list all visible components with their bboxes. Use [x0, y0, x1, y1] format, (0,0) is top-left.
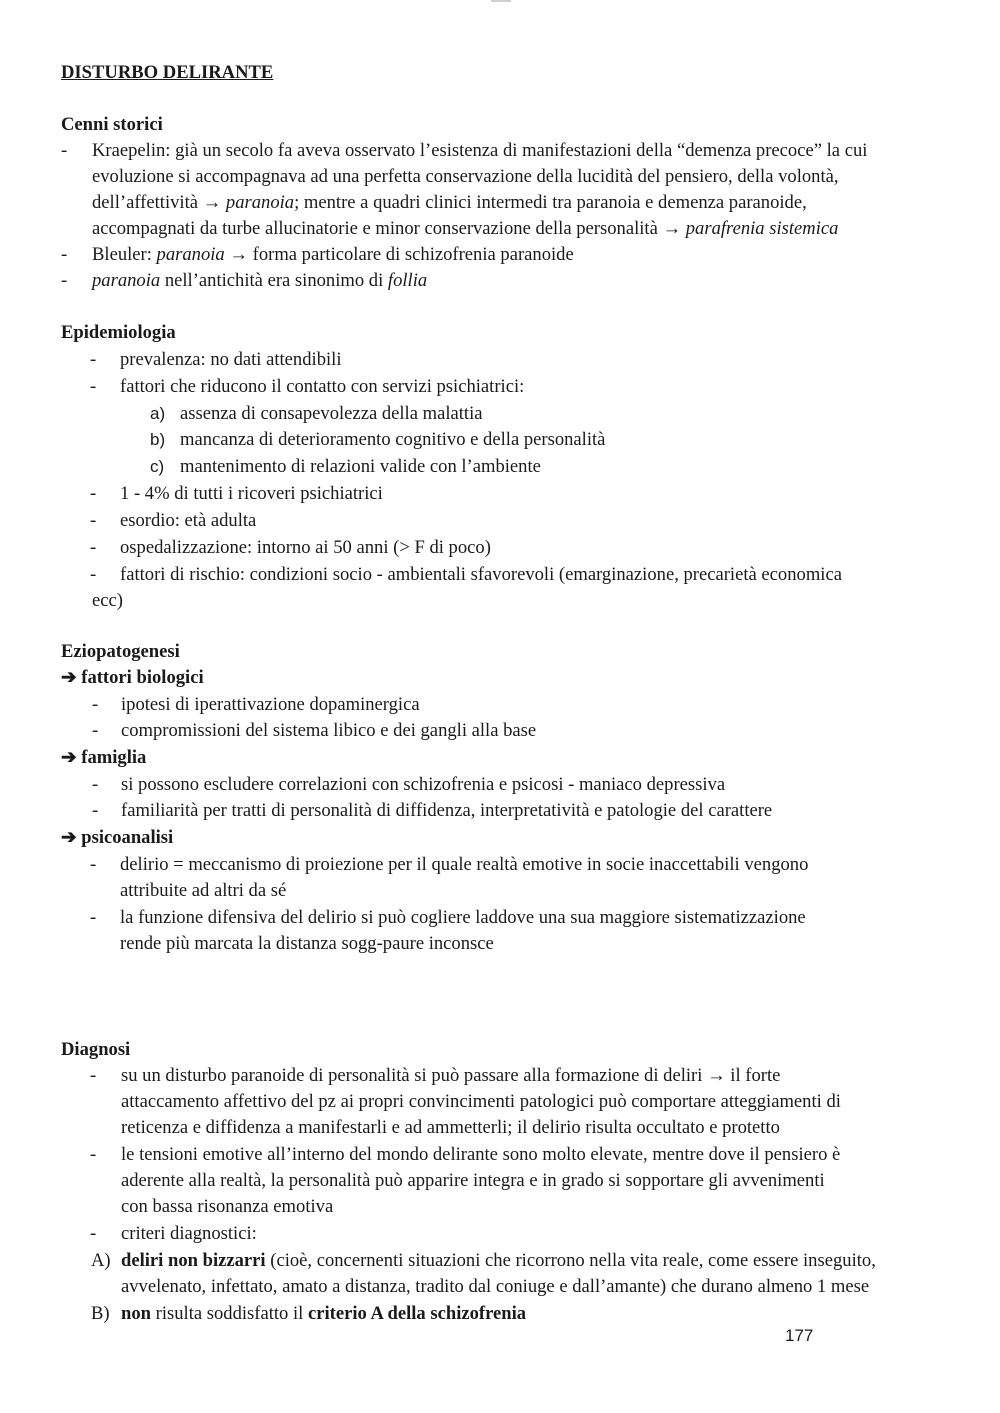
header-mark: [491, 0, 511, 2]
psy-item-line: rende più marcata la distanza sogg-paure inconsce: [120, 933, 494, 954]
bullet-dash: -: [90, 483, 97, 504]
epi-item: prevalenza: no dati attendibili: [120, 349, 342, 370]
bullet-dash: -: [90, 854, 97, 875]
diag-item-line: criteri diagnostici:: [121, 1223, 257, 1244]
sub-marker: b): [150, 430, 166, 449]
bullet-dash: -: [90, 1223, 97, 1244]
psy-item-line: la funzione difensiva del delirio si può cogliere laddove una sua maggiore sistematizzazione: [120, 907, 806, 928]
bullet-dash: -: [92, 694, 99, 715]
bio-item: ipotesi di iperattivazione dopaminergica: [121, 694, 420, 715]
epi-item: 1 - 4% di tutti i ricoveri psichiatrici: [120, 483, 383, 504]
psy-item-line: attribuite ad altri da sé: [120, 880, 287, 901]
document-title: DISTURBO DELIRANTE: [61, 62, 274, 83]
bullet-dash: -: [92, 774, 99, 795]
diag-item-line: su un disturbo paranoide di personalità si può passare alla formazione di deliri → il forte: [121, 1065, 781, 1086]
psy-item-line: delirio = meccanismo di proiezione per il quale realtà emotive in socie inaccettabili vengono: [120, 854, 809, 875]
bullet-dash: -: [90, 564, 97, 585]
kraepelin-line-2: evoluzione si accompagnava ad una perfetta conservazione della lucidità del pensiero, della volontà,: [92, 166, 839, 187]
diag-item-line: le tensioni emotive all’interno del mondo delirante sono molto elevate, mentre dove il pensiero è: [121, 1144, 841, 1165]
epi-item: ospedalizzazione: intorno ai 50 anni (> F di poco): [120, 537, 491, 558]
bullet-dash: -: [90, 349, 97, 370]
bullet-dash: -: [90, 510, 97, 531]
kraepelin-line-3: dell’affettività → paranoia; mentre a quadri clinici intermedi tra paranoia e demenza paranoide,: [92, 192, 807, 213]
bullet-dash: -: [61, 244, 68, 265]
arrow-icon: →: [229, 244, 248, 265]
criterion-marker: B): [91, 1303, 110, 1324]
kraepelin-line-1: Kraepelin: già un secolo fa aveva osservato l’esistenza di manifestazioni della “demenza precoce” la cui: [92, 140, 868, 161]
diag-item-line: con bassa risonanza emotiva: [121, 1196, 334, 1217]
section-heading-eziopatogenesi: Eziopatogenesi: [61, 641, 180, 662]
bullet-dash: -: [92, 720, 99, 741]
bullet-dash: -: [90, 1065, 97, 1086]
fam-item: familiarità per tratti di personalità di diffidenza, interpretatività e patologie del carattere: [121, 800, 773, 821]
subheading-psicoanalisi: ➔ psicoanalisi: [61, 827, 174, 848]
bleuler-line: Bleuler: paranoia → forma particolare di schizofrenia paranoide: [92, 244, 574, 265]
bullet-dash: -: [92, 800, 99, 821]
subheading-fattori-biologici: ➔ fattori biologici: [61, 667, 204, 688]
bullet-dash: -: [61, 140, 68, 161]
epi-item: fattori che riducono il contatto con servizi psichiatrici:: [120, 376, 525, 397]
bio-item: compromissioni del sistema libico e dei gangli alla base: [121, 720, 537, 741]
kraepelin-line-4: accompagnati da turbe allucinatorie e minor conservazione della personalità → parafrenia sistemica: [92, 218, 839, 239]
bullet-dash: -: [90, 376, 97, 397]
subheading-famiglia: ➔ famiglia: [61, 747, 147, 768]
criterion-a-line: avvelenato, infettato, amato a distanza, tradito dal coniuge e dall’amante) che durano almeno 1 mese: [121, 1276, 870, 1297]
diag-item-line: reticenza e diffidenza a manifestarli e ad ammetterli; il delirio risulta occultato e protetto: [121, 1117, 780, 1138]
arrow-icon: →: [202, 192, 222, 213]
sub-marker: a): [150, 404, 166, 423]
epi-sub-item: mancanza di deterioramento cognitivo e della personalità: [180, 429, 606, 450]
bullet-dash: -: [90, 1144, 97, 1165]
epi-item: esordio: età adulta: [120, 510, 257, 531]
bullet-dash: -: [90, 537, 97, 558]
criterion-a-line: deliri non bizzarri (cioè, concernenti situazioni che ricorrono nella vita reale, come essere inseguito,: [121, 1250, 876, 1271]
criterion-marker: A): [91, 1250, 111, 1271]
arrow-icon: ➔: [61, 827, 77, 848]
section-heading-diagnosi: Diagnosi: [61, 1039, 131, 1060]
arrow-icon: →: [662, 218, 682, 239]
paranoia-line: paranoia nell’antichità era sinonimo di follia: [92, 270, 428, 291]
section-heading-cenni-storici: Cenni storici: [61, 114, 163, 135]
arrow-icon: ➔: [61, 667, 77, 688]
epi-sub-item: mantenimento di relazioni valide con l’ambiente: [180, 456, 541, 477]
fam-item: si possono escludere correlazioni con schizofrenia e psicosi - maniaco depressiva: [121, 774, 726, 795]
criterion-b-line: non risulta soddisfatto il criterio A della schizofrenia: [121, 1303, 527, 1324]
sub-marker: c): [150, 457, 165, 476]
arrow-icon: ➔: [61, 747, 77, 768]
arrow-icon: →: [707, 1065, 726, 1086]
diag-item-line: attaccamento affettivo del pz ai propri convincimenti patologici può comportare atteggiamenti di: [121, 1091, 841, 1112]
bullet-dash: -: [61, 270, 68, 291]
section-heading-epidemiologia: Epidemiologia: [61, 322, 176, 343]
epi-sub-item: assenza di consapevolezza della malattia: [180, 403, 483, 424]
page-number: 177: [785, 1326, 814, 1345]
epi-item: fattori di rischio: condizioni socio - ambientali sfavorevoli (emarginazione, precarietà economica: [120, 564, 842, 585]
bullet-dash: -: [90, 907, 97, 928]
diag-item-line: aderente alla realtà, la personalità può apparire integra e in grado si sopportare gli avvenimenti: [121, 1170, 825, 1191]
epi-item-continuation: ecc): [92, 590, 123, 611]
